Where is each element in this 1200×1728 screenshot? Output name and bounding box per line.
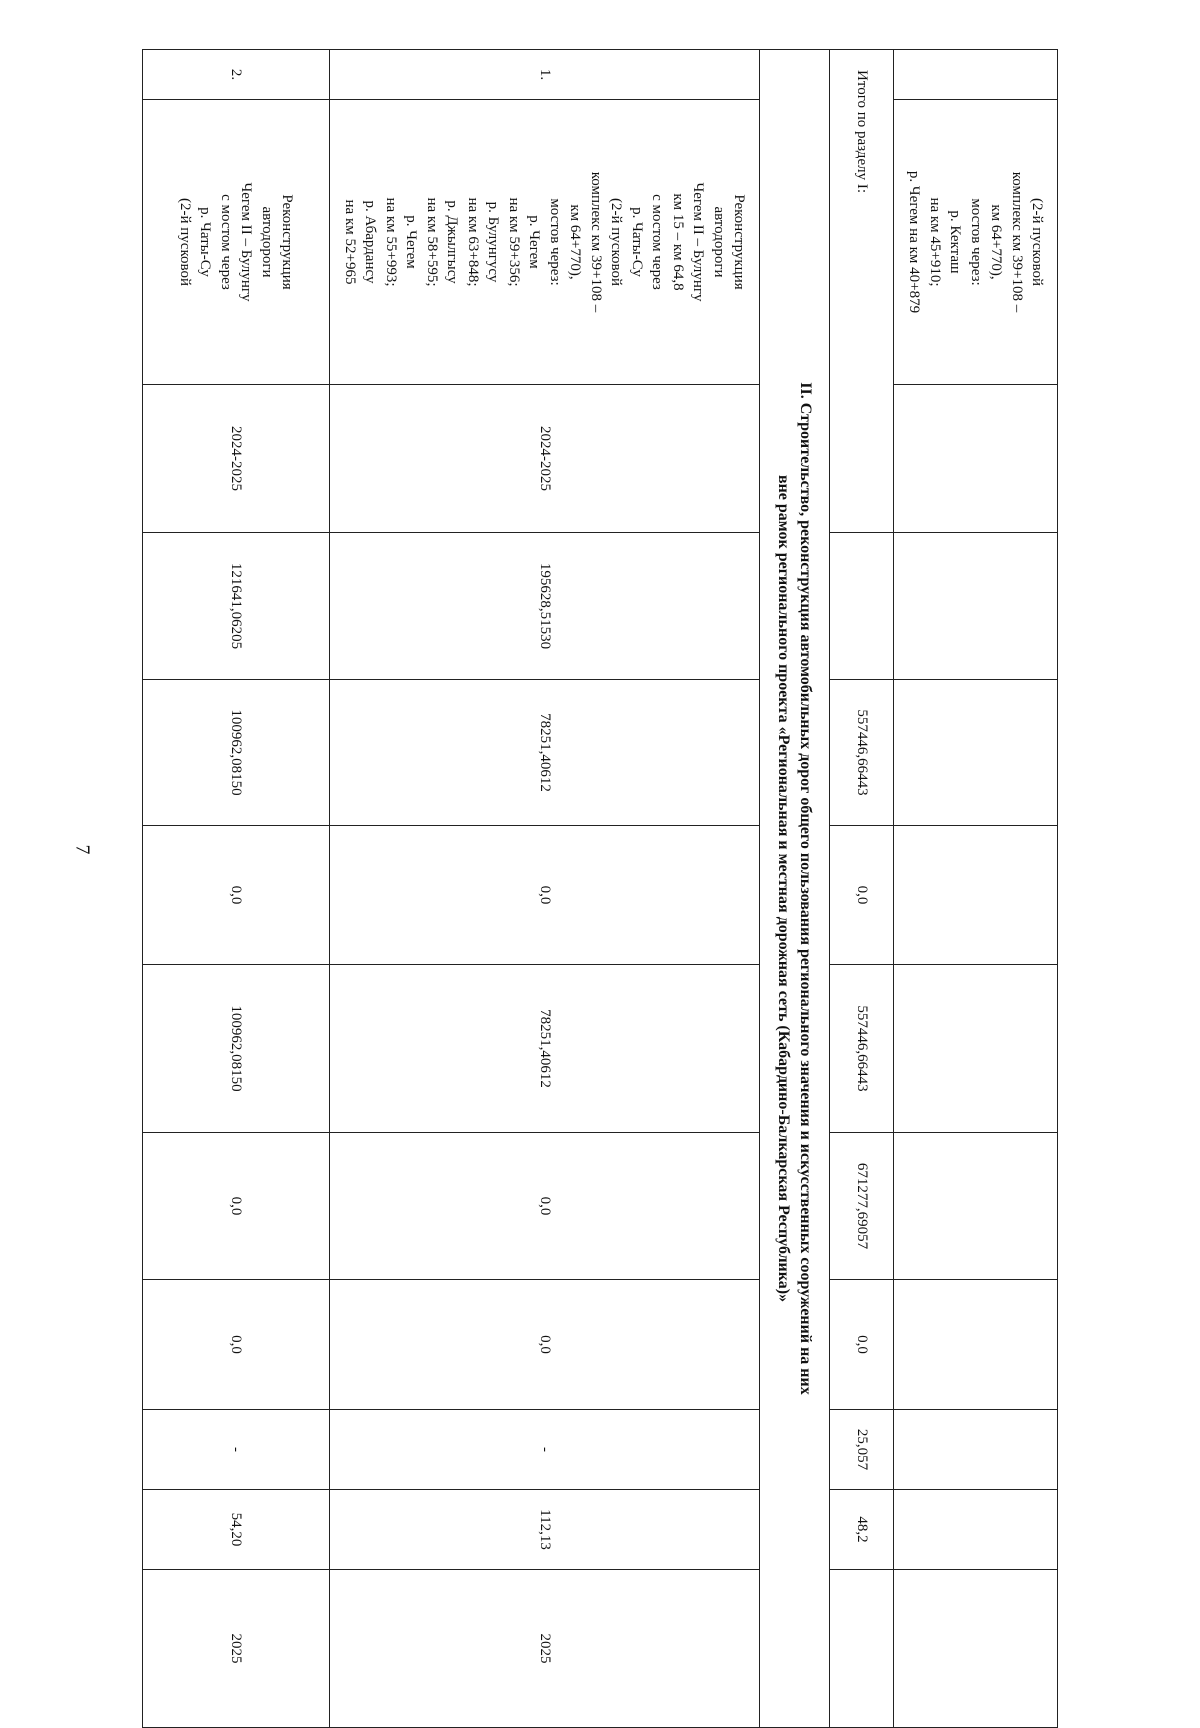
name-line: (2-й пусковой — [1029, 198, 1046, 286]
name-line: р. Чегем — [403, 215, 420, 269]
completion-cell: 2025 — [143, 1570, 330, 1728]
page-number: 7 — [71, 844, 94, 855]
name-line: Чегем II – Булунгу — [238, 182, 255, 302]
name-line: на км 52+965 — [342, 199, 358, 285]
table-row-subtotal — [830, 50, 894, 1728]
value-cell: - — [143, 1410, 330, 1490]
name-line: км 64+770), — [567, 204, 584, 280]
row-number: 1. — [330, 50, 760, 100]
value-cell — [894, 826, 1058, 965]
table-landscape-container — [143, 49, 1058, 1664]
value-cell: 0,0 — [143, 1133, 330, 1280]
value-cell: 121641,06205 — [143, 533, 330, 680]
table-row — [330, 50, 760, 1728]
name-line: мостов через: — [547, 198, 563, 286]
name-line: р. Кекташ — [947, 210, 964, 274]
name-line: р. Чегем — [526, 215, 543, 269]
name-line: мостов через: — [967, 198, 984, 286]
value-cell — [894, 533, 1058, 680]
years-cell — [894, 385, 1058, 533]
years-cell: 2024-2025 — [330, 385, 760, 533]
name-line: комплекс км 39+108 – — [1008, 171, 1025, 313]
value-cell — [894, 1410, 1058, 1490]
value-cell: 0,0 — [330, 1280, 760, 1410]
table-row — [143, 50, 330, 1728]
value-cell — [894, 1280, 1058, 1410]
name-line: (2-й пусковой — [608, 198, 625, 286]
name-line: с мостом через — [649, 194, 666, 290]
name-line: р. Чаты-Су — [629, 207, 645, 277]
completion-cell: 2025 — [330, 1570, 760, 1728]
value-cell — [894, 1133, 1058, 1280]
table-row-continuation — [894, 50, 1058, 1728]
value-cell: 671277,69057 — [830, 1133, 894, 1280]
row-number: 2. — [143, 50, 330, 100]
name-cell — [143, 100, 330, 385]
name-line: Чегем II – Булунгу — [690, 182, 707, 302]
value-cell: 0,0 — [143, 1280, 330, 1410]
value-cell: 48,2 — [830, 1490, 894, 1570]
name-line: км 64+770), — [988, 204, 1005, 280]
name-cell — [330, 100, 760, 385]
name-line: р. Абардансу — [362, 200, 379, 284]
name-line: на км 59+356; — [506, 197, 522, 287]
name-line: на км 45+910; — [926, 197, 943, 287]
value-cell: 0,0 — [330, 826, 760, 965]
value-cell: - — [330, 1410, 760, 1490]
value-cell: 100962,08150 — [143, 965, 330, 1133]
value-cell: 25,057 — [830, 1410, 894, 1490]
value-cell: 100962,08150 — [143, 680, 330, 826]
name-line: Реконструкция — [279, 194, 296, 290]
value-cell: 195628,51530 — [330, 533, 760, 680]
name-line: комплекс км 39+108 – — [588, 171, 604, 313]
name-line: на км 55+993; — [383, 197, 399, 287]
section-heading — [760, 50, 830, 1728]
name-line: км 15 – км 64,8 — [670, 193, 686, 291]
name-line: автодороги — [259, 206, 275, 278]
num-cell — [894, 50, 1058, 100]
value-cell: 54,20 — [143, 1490, 330, 1570]
name-line: р. Чаты-Су — [197, 207, 214, 277]
value-cell: 557446,66443 — [830, 680, 894, 826]
name-line: автодороги — [711, 206, 727, 278]
value-cell — [894, 680, 1058, 826]
subtotal-label: Итого по разделу I: — [830, 50, 894, 533]
rotated-document — [143, 49, 1058, 1664]
value-cell: 0,0 — [830, 1280, 894, 1410]
value-cell: 557446,66443 — [830, 965, 894, 1133]
section-heading-line-2: вне рамок регионального проекта «Региональная и местная дорожная сеть (Кабардино-Балкарская Республика)» — [775, 474, 793, 1303]
name-line: с мостом через — [218, 194, 234, 290]
years-cell: 2024-2025 — [143, 385, 330, 533]
value-cell — [894, 965, 1058, 1133]
completion-cell — [894, 1570, 1058, 1728]
value-cell — [830, 533, 894, 680]
name-line: (2-й пусковой — [177, 198, 193, 286]
section-heading-row — [760, 50, 830, 1728]
name-line: на км 58+595; — [424, 197, 440, 287]
value-cell: 78251,40612 — [330, 965, 760, 1133]
completion-cell — [830, 1570, 894, 1728]
value-cell: 112,13 — [330, 1490, 760, 1570]
section-heading-line-1: II. Строительство, реконструкция автомобильных дорог общего пользования регионального значения и искусственных сооружений на них — [797, 382, 815, 1395]
name-line: р. Булунгусу — [485, 201, 502, 283]
name-line: р. Джылгысу — [444, 200, 461, 284]
name-line: Реконструкция — [731, 194, 748, 290]
value-cell — [894, 1490, 1058, 1570]
name-cell — [894, 100, 1058, 385]
value-cell: 0,0 — [830, 826, 894, 965]
value-cell: 78251,40612 — [330, 680, 760, 826]
budget-table — [142, 49, 1058, 1728]
value-cell: 0,0 — [330, 1133, 760, 1280]
name-line: на км 63+848; — [465, 197, 481, 287]
name-line: р. Чегем на км 40+879 — [906, 170, 923, 314]
value-cell: 0,0 — [143, 826, 330, 965]
